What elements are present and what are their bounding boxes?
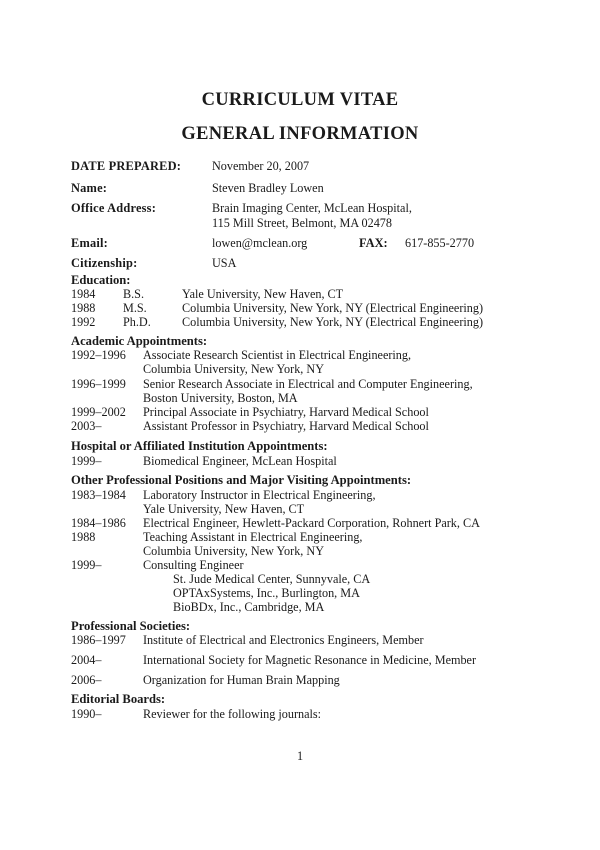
appointment-years: 1996–1999 [71, 377, 126, 391]
position-years: 1983–1984 [71, 488, 126, 502]
appointment-years: 1992–1996 [71, 348, 126, 362]
appointment-title: Assistant Professor in Psychiatry, Harvard Medical School [143, 419, 429, 433]
office-address-line2: 115 Mill Street, Belmont, MA 02478 [212, 216, 392, 230]
education-degree: Ph.D. [123, 315, 151, 329]
citizenship-label: Citizenship: [71, 256, 138, 270]
appointment-institution: Boston University, Boston, MA [143, 391, 298, 405]
society-name: Institute of Electrical and Electronics Engineers, Member [143, 633, 424, 647]
position-title: Laboratory Instructor in Electrical Engineering, [143, 488, 376, 502]
consulting-client-name: BioBDx, Inc., Cambridge, MA [173, 600, 325, 614]
hospital-appointments-heading: Hospital or Affiliated Institution Appointments: [71, 439, 328, 453]
academic-appointments-heading: Academic Appointments: [71, 334, 208, 348]
education-institution: Yale University, New Haven, CT [182, 287, 344, 301]
fax-value: 617-855-2770 [405, 236, 475, 250]
education-institution: Columbia University, New York, NY (Electrical Engineering) [182, 301, 484, 315]
education-year: 1992 [71, 315, 96, 329]
consulting-client-name: St. Jude Medical Center, Sunnyvale, CA [173, 572, 371, 586]
editorial-description: Reviewer for the following journals: [143, 707, 322, 721]
education-year: 1988 [71, 301, 96, 315]
appointment-years: 2003– [71, 419, 102, 433]
society-years: 2004– [71, 653, 102, 667]
society-years: 2006– [71, 673, 102, 687]
position-years: 1984–1986 [71, 516, 126, 530]
editorial-boards-heading: Editorial Boards: [71, 692, 166, 706]
education-degree: M.S. [123, 301, 147, 315]
appointment-years: 1999– [71, 454, 102, 468]
office-address-line1: Brain Imaging Center, McLean Hospital, [212, 201, 412, 215]
appointment-title: Principal Associate in Psychiatry, Harvard Medical School [143, 405, 429, 419]
editorial-years: 1990– [71, 707, 102, 721]
email-value[interactable]: lowen@mclean.org [212, 236, 308, 250]
appointment-institution: Columbia University, New York, NY [143, 362, 325, 376]
office-address-label: Office Address: [71, 201, 157, 215]
professional-societies-heading: Professional Societies: [71, 619, 191, 633]
email-label: Email: [71, 236, 108, 250]
document-title: CURRICULUM VITAE [201, 90, 399, 110]
appointment-title: Associate Research Scientist in Electrical Engineering, [143, 348, 412, 362]
society-years: 1986–1997 [71, 633, 126, 647]
position-institution: Columbia University, New York, NY [143, 544, 325, 558]
position-years: 1999– [71, 558, 102, 572]
citizenship-value: USA [212, 256, 237, 270]
appointment-title: Biomedical Engineer, McLean Hospital [143, 454, 337, 468]
education-degree: B.S. [123, 287, 145, 301]
position-title: Teaching Assistant in Electrical Engineering, [143, 530, 363, 544]
society-name: International Society for Magnetic Resonance in Medicine, Member [143, 653, 477, 667]
position-institution: Yale University, New Haven, CT [143, 502, 305, 516]
appointment-title: Senior Research Associate in Electrical and Computer Engineering, [143, 377, 473, 391]
position-title: Electrical Engineer, Hewlett-Packard Corporation, Rohnert Park, CA [143, 516, 480, 530]
date-prepared-label: DATE PREPARED: [71, 159, 182, 173]
appointment-years: 1999–2002 [71, 405, 126, 419]
date-prepared-value: November 20, 2007 [212, 159, 310, 173]
education-heading: Education: [71, 273, 131, 287]
position-years: 1988 [71, 530, 96, 544]
name-value: Steven Bradley Lowen [212, 181, 324, 195]
consulting-client-name: OPTAxSystems, Inc., Burlington, MA [173, 586, 360, 600]
education-institution: Columbia University, New York, NY (Electrical Engineering) [182, 315, 484, 329]
page-number: 1 [296, 749, 304, 763]
fax-label: FAX: [359, 236, 388, 250]
name-label: Name: [71, 181, 108, 195]
other-positions-heading: Other Professional Positions and Major Visiting Appointments: [71, 473, 412, 487]
position-title: Consulting Engineer [143, 558, 244, 572]
education-year: 1984 [71, 287, 96, 301]
society-name: Organization for Human Brain Mapping [143, 673, 340, 687]
section-title-general-information: GENERAL INFORMATION [181, 124, 419, 144]
